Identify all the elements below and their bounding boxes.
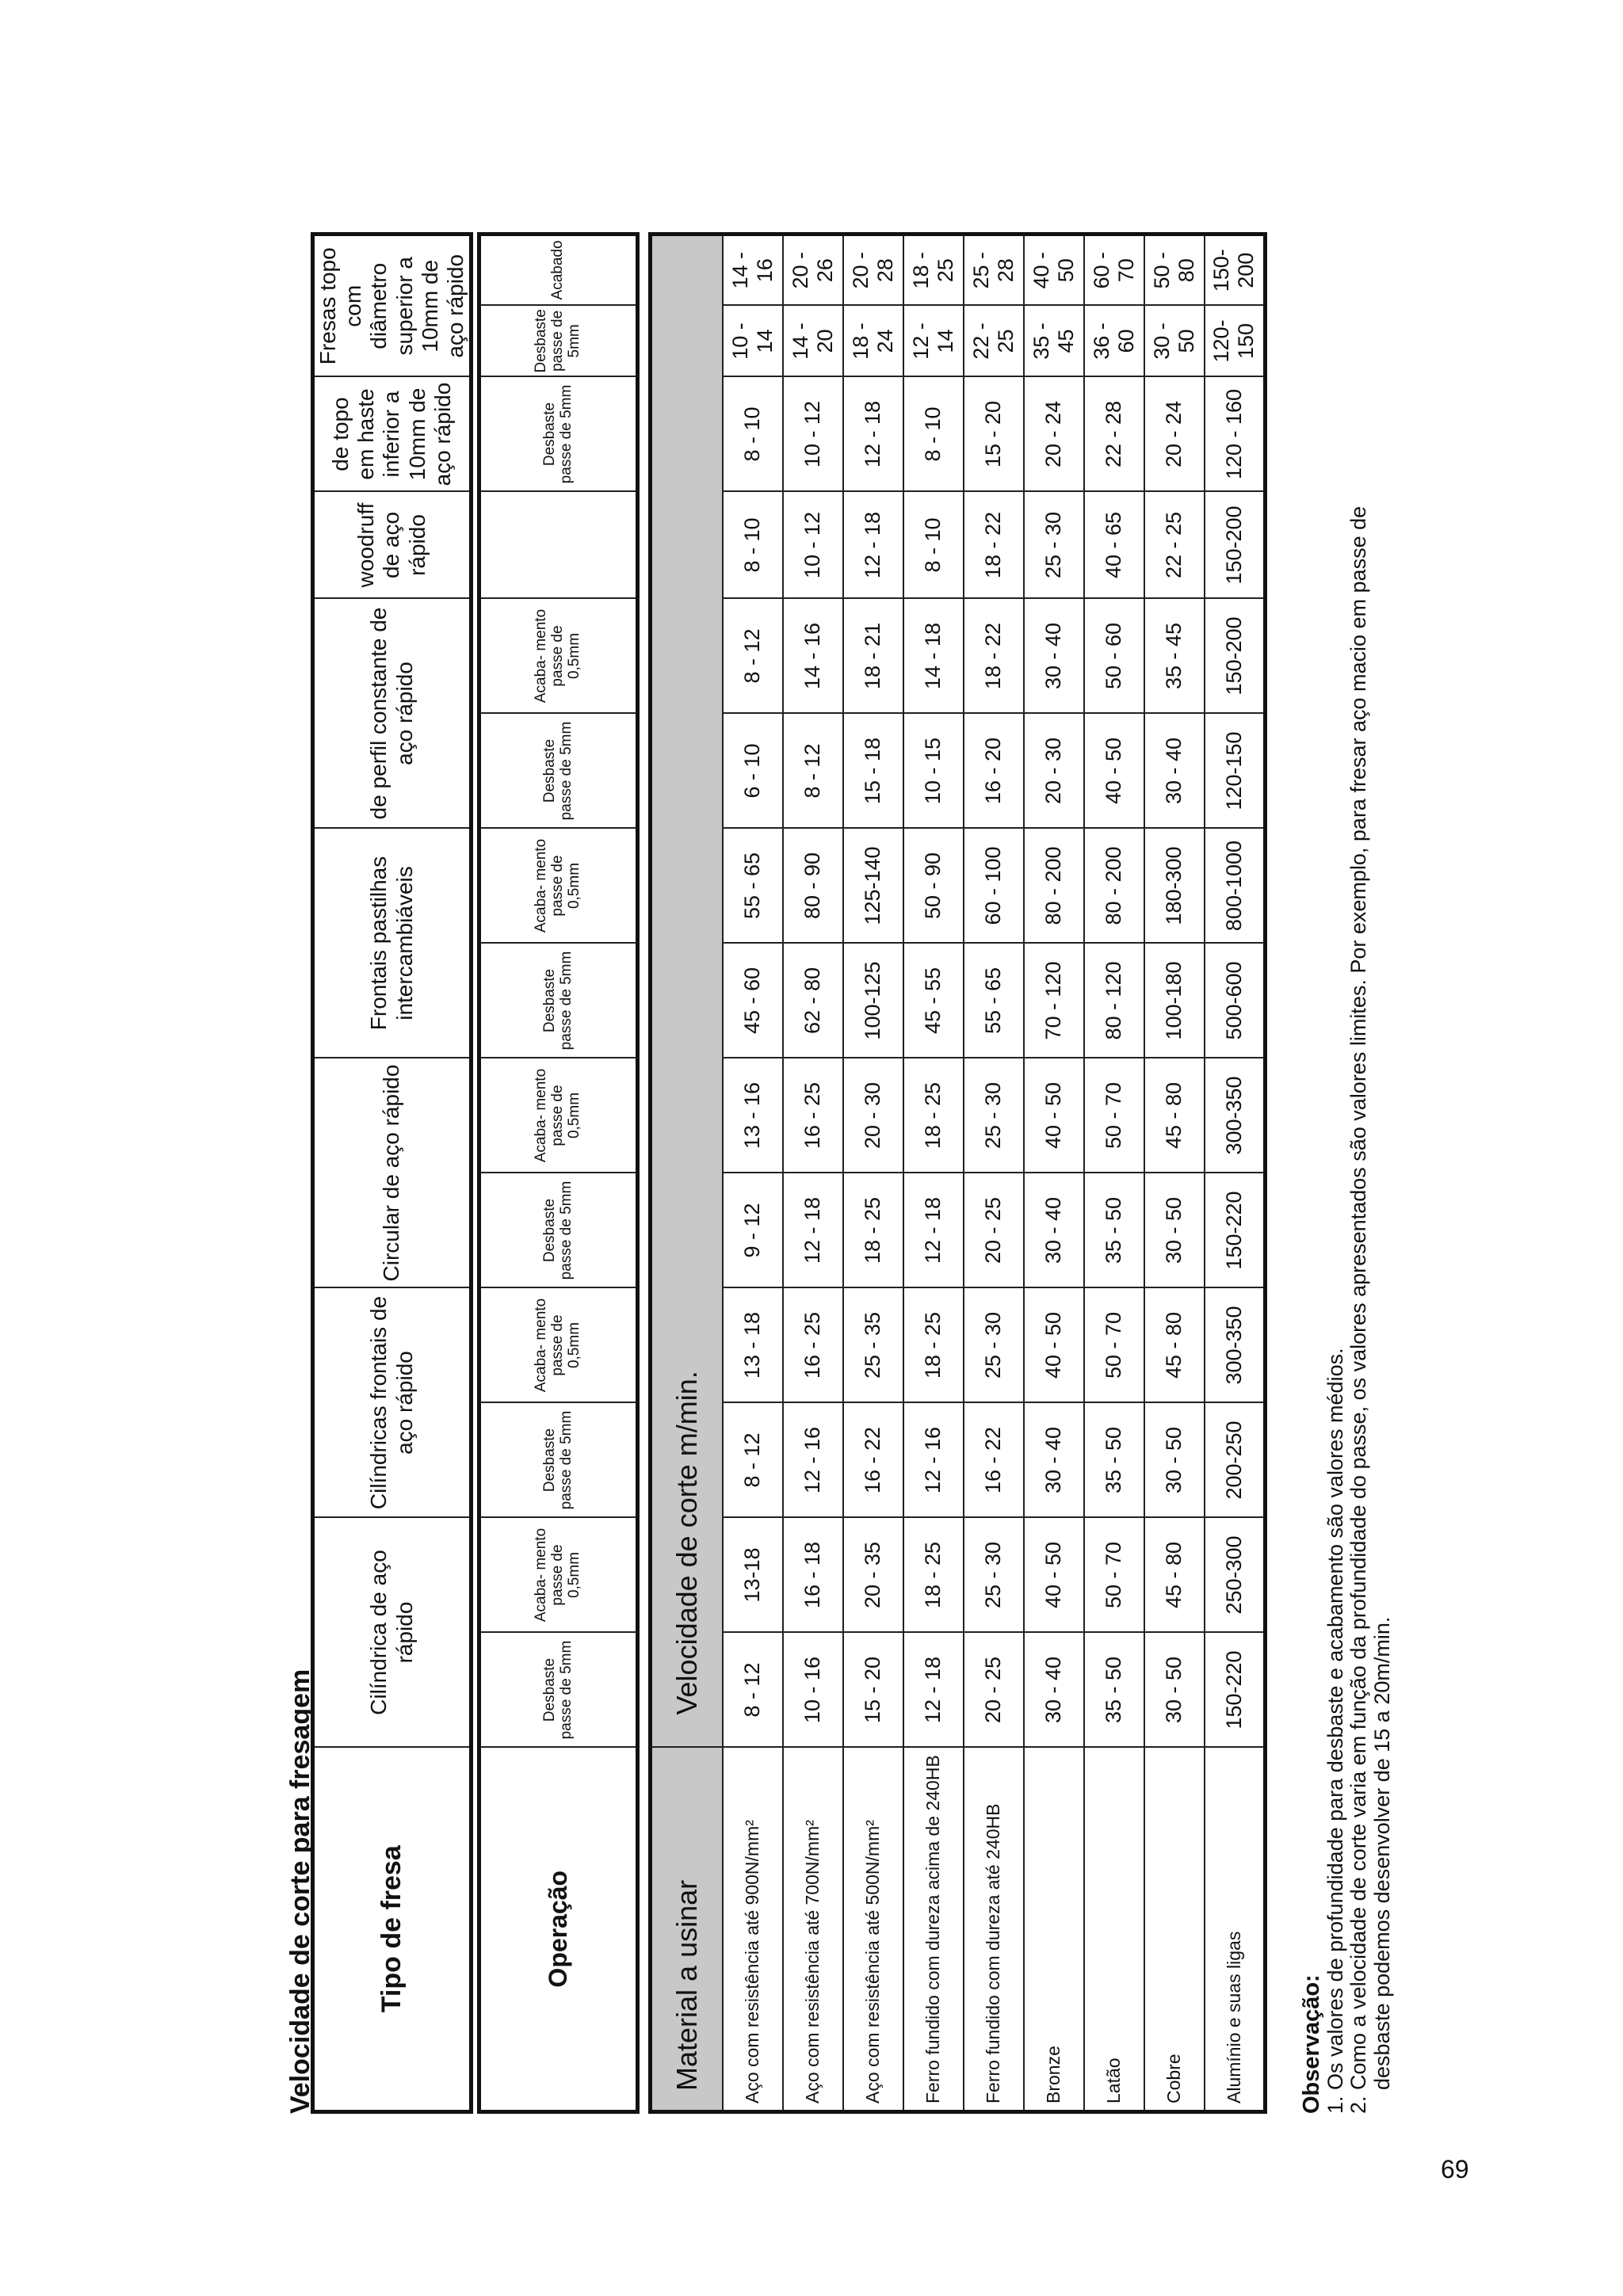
speed-cell: 60 - 100	[964, 829, 1024, 944]
op-acabado: Acabado	[479, 234, 638, 305]
speed-cell: 30 - 50	[1144, 1173, 1205, 1288]
speed-cell: 35 - 50	[1084, 1173, 1144, 1288]
speed-cell: 35 - 50	[1084, 1633, 1144, 1748]
speed-cell: 10 - 14	[723, 306, 783, 377]
material-name: Aço com resistência até 900N/mm²	[723, 1748, 783, 2112]
speed-cell: 100-125	[843, 944, 903, 1058]
table-row	[1144, 235, 1205, 2112]
speed-cell: 13-18	[723, 1518, 783, 1633]
tool-perfil-constante: de perfil constante de aço rápido	[313, 599, 472, 829]
speed-cell: 25 - 35	[843, 1288, 903, 1403]
speed-label: Velocidade de corte m/min.	[651, 235, 724, 1748]
tool-cilindricas-frontais: Cilíndricas frontais de aço rápido	[313, 1288, 472, 1518]
tool-topo-diametro-superior: Fresas topo com diâmetro superior a 10mm de aço rápido	[313, 235, 472, 377]
op-acabamento: Acaba- mento passe de 0,5mm	[479, 829, 638, 944]
op-desbaste: Desbaste passe de 5mm	[479, 1403, 638, 1518]
speed-cell: 50 - 60	[1084, 599, 1144, 714]
speed-cell: 10 - 12	[783, 377, 843, 492]
speed-cell: 10 - 15	[903, 714, 964, 829]
speed-cell: 120 - 160	[1205, 377, 1265, 492]
speed-cell: 25 - 28	[964, 235, 1024, 306]
tool-topo-haste-inferior: de topo em haste inferior a 10mm de aço rápido	[313, 377, 472, 492]
operation-label: Operação	[479, 1748, 638, 2112]
speed-cell: 25 - 30	[1024, 492, 1084, 599]
op-desbaste: Desbaste passe de 5mm	[479, 714, 638, 829]
material-label: Material a usinar	[651, 1748, 724, 2112]
speed-cell: 15 - 18	[843, 714, 903, 829]
speed-cell: 80 - 90	[783, 829, 843, 944]
speed-cell: 8 - 10	[903, 377, 964, 492]
op-desbaste: Desbaste passe de 5mm	[479, 1173, 638, 1288]
speed-cell: 36 - 60	[1084, 306, 1144, 377]
speed-cell: 50 - 80	[1144, 235, 1205, 306]
op-acabamento: Acaba- mento passe de 0,5mm	[479, 1288, 638, 1403]
speed-cell: 18 - 24	[843, 306, 903, 377]
speed-cell: 45 - 60	[723, 944, 783, 1058]
speed-cell: 80 - 200	[1024, 829, 1084, 944]
tool-frontais-pastilhas: Frontais pastilhas intercambiáveis	[313, 829, 472, 1058]
note-item: 1. Os valores de profundidade para desbaste e acabamento são valores médios.	[1323, 1348, 1348, 2114]
table-row	[723, 235, 783, 2112]
speed-cell: 150-200	[1205, 235, 1265, 306]
speed-cell: 30 - 50	[1144, 1403, 1205, 1518]
speed-cell: 20 - 30	[1024, 714, 1084, 829]
speed-cell: 50 - 70	[1084, 1518, 1144, 1633]
speed-cell: 60 - 70	[1084, 235, 1144, 306]
material-speed-table	[648, 232, 1267, 2114]
speed-cell: 250-300	[1205, 1518, 1265, 1633]
speed-cell: 20 - 28	[843, 235, 903, 306]
speed-cell: 80 - 200	[1084, 829, 1144, 944]
material-name: Aço com resistência até 700N/mm²	[783, 1748, 843, 2112]
op-blank	[479, 492, 638, 599]
speed-cell: 500-600	[1205, 944, 1265, 1058]
speed-cell: 55 - 65	[723, 829, 783, 944]
speed-cell: 70 - 120	[1024, 944, 1084, 1058]
speed-cell: 800-1000	[1205, 829, 1265, 944]
material-name: Ferro fundido com dureza acima de 240HB	[903, 1748, 964, 2112]
material-name: Cobre	[1144, 1748, 1205, 2112]
material-name: Bronze	[1024, 1748, 1084, 2112]
speed-cell: 10 - 16	[783, 1633, 843, 1748]
speed-cell: 30 - 40	[1024, 1403, 1084, 1518]
speed-cell: 20 - 25	[964, 1633, 1024, 1748]
speed-cell: 50 - 90	[903, 829, 964, 944]
speed-cell: 30 - 40	[1024, 599, 1084, 714]
speed-cell: 125-140	[843, 829, 903, 944]
speed-cell: 8 - 12	[723, 1403, 783, 1518]
speed-cell: 300-350	[1205, 1288, 1265, 1403]
speed-cell: 15 - 20	[843, 1633, 903, 1748]
speed-cell: 12 - 18	[843, 492, 903, 599]
speed-cell: 150-200	[1205, 492, 1265, 599]
speed-cell: 12 - 18	[903, 1633, 964, 1748]
speed-cell: 12 - 18	[903, 1173, 964, 1288]
speed-cell: 16 - 18	[783, 1518, 843, 1633]
table-row	[1084, 235, 1144, 2112]
speed-cell: 150-200	[1205, 599, 1265, 714]
speed-cell: 120-150	[1205, 714, 1265, 829]
speed-cell: 20 - 25	[964, 1173, 1024, 1288]
material-name: Latão	[1084, 1748, 1144, 2112]
page-title: Velocidade de corte para fresagem	[285, 1669, 315, 2114]
tool-cilindrica: Cilíndrica de aço rápido	[313, 1518, 472, 1748]
speed-cell: 180-300	[1144, 829, 1205, 944]
speed-cell: 16 - 25	[783, 1288, 843, 1403]
material-name: Alumínio e suas ligas	[1205, 1748, 1265, 2112]
speed-cell: 8 - 12	[783, 714, 843, 829]
speed-cell: 35 - 45	[1024, 306, 1084, 377]
speed-cell: 150-220	[1205, 1173, 1265, 1288]
speed-cell: 13 - 16	[723, 1058, 783, 1173]
op-acabamento: Acaba- mento passe de 0,5mm	[479, 599, 638, 714]
note-item: desbaste podemos desenvolver de 15 a 20m/min.	[1369, 1616, 1394, 2090]
speed-cell: 12 - 18	[783, 1173, 843, 1288]
speed-cell: 20 - 24	[1144, 377, 1205, 492]
tool-circular: Circular de aço rápido	[313, 1058, 472, 1288]
speed-cell: 40 - 50	[1024, 1518, 1084, 1633]
speed-cell: 8 - 12	[723, 1633, 783, 1748]
speed-cell: 25 - 30	[964, 1518, 1024, 1633]
speed-cell: 40 - 65	[1084, 492, 1144, 599]
notes-section	[1300, 506, 1394, 2114]
speed-cell: 40 - 50	[1024, 1058, 1084, 1173]
speed-cell: 13 - 18	[723, 1288, 783, 1403]
speed-cell: 55 - 65	[964, 944, 1024, 1058]
speed-cell: 22 - 25	[964, 306, 1024, 377]
table-row	[1024, 235, 1084, 2112]
material-name: Aço com resistência até 500N/mm²	[843, 1748, 903, 2112]
table-row	[843, 235, 903, 2112]
speed-cell: 6 - 10	[723, 714, 783, 829]
page-number: 69	[1441, 2155, 1469, 2183]
table-row	[964, 235, 1024, 2112]
speed-cell: 14 - 20	[783, 306, 843, 377]
speed-cell: 62 - 80	[783, 944, 843, 1058]
notes-heading: Observação:	[1299, 1974, 1324, 2114]
speed-cell: 300-350	[1205, 1058, 1265, 1173]
speed-cell: 12 - 16	[903, 1403, 964, 1518]
speed-cell: 15 - 20	[964, 377, 1024, 492]
speed-cell: 150-220	[1205, 1633, 1265, 1748]
speed-cell: 35 - 45	[1144, 599, 1205, 714]
speed-cell: 30 - 50	[1144, 306, 1205, 377]
speed-cell: 12 - 16	[783, 1403, 843, 1518]
speed-cell: 30 - 40	[1024, 1633, 1084, 1748]
speed-cell: 16 - 22	[964, 1403, 1024, 1518]
speed-cell: 16 - 22	[843, 1403, 903, 1518]
table-row	[1205, 235, 1265, 2112]
speed-cell: 20 - 24	[1024, 377, 1084, 492]
speed-cell: 45 - 80	[1144, 1288, 1205, 1403]
speed-cell: 40 - 50	[1084, 714, 1144, 829]
speed-cell: 40 - 50	[1024, 1288, 1084, 1403]
speed-cell: 18 - 25	[903, 1518, 964, 1633]
speed-cell: 100-180	[1144, 944, 1205, 1058]
op-desbaste: Desbaste passe de 5mm	[479, 944, 638, 1058]
speed-cell: 10 - 12	[783, 492, 843, 599]
speed-cell: 45 - 80	[1144, 1058, 1205, 1173]
op-acabamento: Acaba- mento passe de 0,5mm	[479, 1058, 638, 1173]
speed-cell: 18 - 25	[903, 1288, 964, 1403]
speed-cell: 14 - 18	[903, 599, 964, 714]
tool-type-header-table	[311, 232, 473, 2114]
operation-table	[477, 232, 640, 2114]
speed-cell: 22 - 28	[1084, 377, 1144, 492]
speed-cell: 20 - 35	[843, 1518, 903, 1633]
speed-cell: 18 - 25	[903, 1058, 964, 1173]
speed-cell: 8 - 10	[903, 492, 964, 599]
material-name: Ferro fundido com dureza até 240HB	[964, 1748, 1024, 2112]
speed-cell: 50 - 70	[1084, 1288, 1144, 1403]
speed-cell: 35 - 50	[1084, 1403, 1144, 1518]
speed-cell: 8 - 12	[723, 599, 783, 714]
speed-cell: 200-250	[1205, 1403, 1265, 1518]
speed-cell: 8 - 10	[723, 492, 783, 599]
speed-cell: 30 - 40	[1144, 714, 1205, 829]
speed-cell: 50 - 70	[1084, 1058, 1144, 1173]
table-row	[783, 235, 843, 2112]
op-desbaste: Desbaste passe de 5mm	[479, 305, 638, 376]
speed-cell: 40 - 50	[1024, 235, 1084, 306]
speed-cell: 9 - 12	[723, 1173, 783, 1288]
tool-woodruff: woodruff de aço rápido	[313, 492, 472, 599]
speed-cell: 18 - 22	[964, 492, 1024, 599]
speed-cell: 25 - 30	[964, 1288, 1024, 1403]
speed-cell: 120-150	[1205, 306, 1265, 377]
speed-cell: 18 - 22	[964, 599, 1024, 714]
op-desbaste: Desbaste passe de 5mm	[479, 1633, 638, 1748]
speed-cell: 14 - 16	[723, 235, 783, 306]
speed-cell: 25 - 30	[964, 1058, 1024, 1173]
speed-cell: 80 - 120	[1084, 944, 1144, 1058]
op-acabamento: Acaba- mento passe de 0,5mm	[479, 1518, 638, 1633]
speed-cell: 45 - 80	[1144, 1518, 1205, 1633]
speed-cell: 12 - 14	[903, 306, 964, 377]
speed-cell: 30 - 50	[1144, 1633, 1205, 1748]
speed-cell: 18 - 25	[903, 235, 964, 306]
speed-cell: 18 - 25	[843, 1173, 903, 1288]
rotated-page-content	[285, 117, 1474, 2114]
speed-cell: 16 - 25	[783, 1058, 843, 1173]
speed-cell: 8 - 10	[723, 377, 783, 492]
speed-cell: 20 - 26	[783, 235, 843, 306]
table-row	[903, 235, 964, 2112]
speed-cell: 20 - 30	[843, 1058, 903, 1173]
speed-cell: 12 - 18	[843, 377, 903, 492]
speed-cell: 18 - 21	[843, 599, 903, 714]
speed-cell: 30 - 40	[1024, 1173, 1084, 1288]
speed-cell: 22 - 25	[1144, 492, 1205, 599]
speed-cell: 45 - 55	[903, 944, 964, 1058]
speed-cell: 16 - 20	[964, 714, 1024, 829]
note-item: 2. Como a velocidade de corte varia em função da profundidade do passe, os valores apresentados são valores limites. Por exemplo, para fresar aço macio em passe de	[1346, 505, 1371, 2114]
op-desbaste: Desbaste passe de 5mm	[479, 377, 638, 492]
tool-type-label: Tipo de fresa	[313, 1748, 472, 2112]
speed-cell: 14 - 16	[783, 599, 843, 714]
